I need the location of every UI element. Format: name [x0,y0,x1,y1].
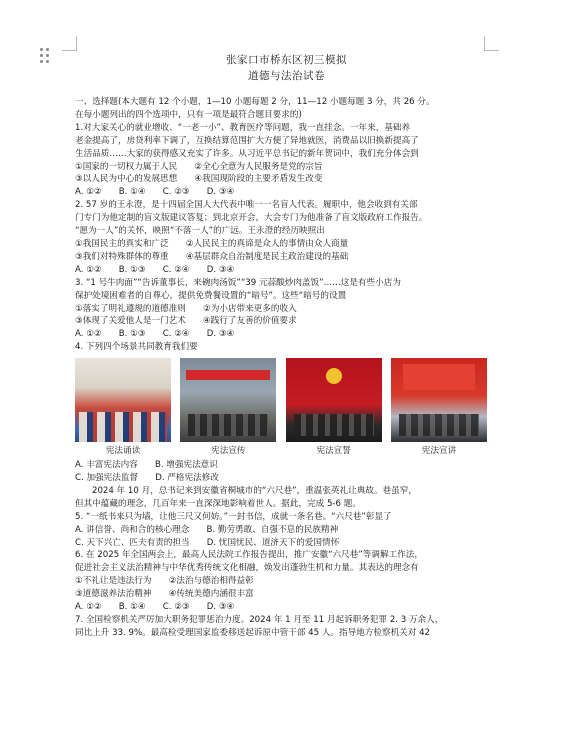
photo-red-banner [186,370,270,380]
q5-stem: 5. “一纸书来只为墙，让他三尺又何妨。”一封书信，成就一条名巷。“六尺巷”彰显了 [75,511,392,522]
section-instruction: 在每小题列出的四个选项中，只有一项是最符合题目要求的) [75,109,302,120]
q6-answers: A. ①② B. ①④ C. ②③ D. ③④ [75,602,235,613]
q5-option-row: C. 天下兴亡、匹夫有责的担当 D. 忧国忧民、道济天下的爱国情怀 [75,537,340,548]
photo-oath-figures [294,414,374,436]
document-title: 张家口市桥东区初三模拟 [226,54,347,66]
q3-answers: A. ①② B. ①③ C. ②④ D. ③④ [75,329,235,340]
photo-constitution-oath [286,358,382,442]
q1-line: 1.对大家关心的就业增收、“一老一小”、教育医疗等问题，我一直挂念。一年来，基础养 [75,122,411,133]
photo-constitution-lecture [391,358,487,442]
q2-line: “愿为一人”的关怀，映照“不落一人”的广远。王永澄的经历映照出 [75,226,325,237]
q1-option-row: ①国家的一切权力属于人民 ②全心全意为人民服务是党的宗旨 [75,161,323,172]
photo-red-screen [403,364,475,390]
q6-line: 促进社会主义法治精神与中华优秀传统文化相融，焕发出蓬勃生机和力量。其表达的理念有 [75,563,419,574]
photo-caption: 宪法诵读 [105,446,141,457]
photo-students-figure [79,412,167,442]
q7-line: 同比上升 33. 9%。最高检受理国家监委移送起诉原中管干部 45 人。指导地方检察机关对 42 [75,627,431,638]
photo-audience-figures [399,414,479,436]
q4-option-row: C. 加强宪法监督 D. 严格宪法修改 [75,473,219,484]
q1-line: 老金提高了，房贷利率下调了，互换结算范围扩大方便了异地就医，消费品以旧换新提高了 [75,135,419,146]
national-emblem-icon [326,368,342,384]
q1-option-row: ③以人民为中心的发展思想 ④我国现阶段的主要矛盾发生改变 [75,174,323,185]
passage-line: 2024 年 10 月，总书记来到安徽省桐城市的“六尺巷”，重温张英礼让典故。巷虽窄， [92,485,417,496]
crop-mark-top-right [484,36,499,51]
q5-option-row: A. 讲信誉、尚和合的核心理念 B. 勤劳勇敢、自强不息的民族精神 [75,524,339,535]
photo-caption: 宪法宣誓 [316,446,351,457]
q7-line: 7. 全国检察机关严厉加大职务犯罪惩治力度。2024 年 1 月至 11 月起诉职务犯罪 2. 3 万余人， [75,615,444,625]
q6-line: 6. 在 2025 年全国两会上，最高人民法院工作报告提出，推广安徽“六尺巷”等调解工作法， [75,550,423,561]
q3-option-row: ③体现了关爱他人是一门艺术 ④践行了友善的价值要求 [75,316,297,327]
photo-constitution-promotion [180,358,276,442]
section-heading: 一、选择题(本大题有 12 个小题，1—10 小题每题 2 分，11—12 小题每题 3 分，共 26 分。 [75,97,435,107]
q6-option-row: ③道德滋养法治精神 ④传统美德内涵很丰富 [75,589,254,600]
document-subtitle: 道德与法治试卷 [248,70,325,82]
q4-stem: 4. 下列四个场景共同教育我们要 [75,342,198,353]
q3-line: 保护处境困难者的自尊心，提供免费餐设置的“暗号”。这些“暗号的设置 [75,290,347,301]
photo-caption: 宪法宣讲 [421,446,457,457]
q2-option-row: ①我国民主的真实和广泛 ②人民民主的真谛是众人的事情由众人商量 [75,238,349,249]
crop-mark-top-left [62,36,77,51]
q1-line: 生活品质……大家的获得感又充实了许多。从习近平总书记的新年贺词中，我们充分体会到 [75,148,419,159]
q4-photo-row [75,358,487,442]
q3-line: 3. “1 号牛肉面”“告诉董事长，来碗肉汤饭”“39 元蒜酸炒肉盖饭”……这是有些小店为 [75,277,401,288]
q2-line: 门专门为他定制的盲文版建议答复；到北京开会，大会专门为他准备了盲文版政府工作报告。 [75,213,428,224]
q3-option-row: ①落实了明礼遵规的道德准则 ②为小店带来更多的收入 [75,303,297,314]
q6-option-row: ①不礼让是违法行为 ②法治与德治相得益彰 [75,576,254,587]
q4-option-row: A. 丰富宪法内容 B. 增强宪法意识 [75,460,218,471]
q2-option-row: ③我们对特殊群体的尊重 ④基层群众自治制度是民主政治建设的基础 [75,251,349,262]
photo-crowd-figure [188,414,268,436]
q4-photo-captions [75,445,487,459]
q2-answers: A. ①② B. ①③ C. ②④ D. ③④ [75,264,235,275]
document-body [75,96,487,640]
passage-line: 但其中蕴藏的理念，几百年来一直深深地影响着世人。据此，完成 5-6 题。 [75,498,361,509]
q2-line: 2. 57 岁的王永澄，是十四届全国人大代表中唯一一名盲人代表。履职中，他会收到有关部 [75,200,418,211]
photo-caption: 宪法宣传 [211,446,246,457]
q1-answers: A. ①② B. ①④ C. ②③ D. ③④ [75,187,235,198]
photo-constitution-reading [75,358,171,442]
